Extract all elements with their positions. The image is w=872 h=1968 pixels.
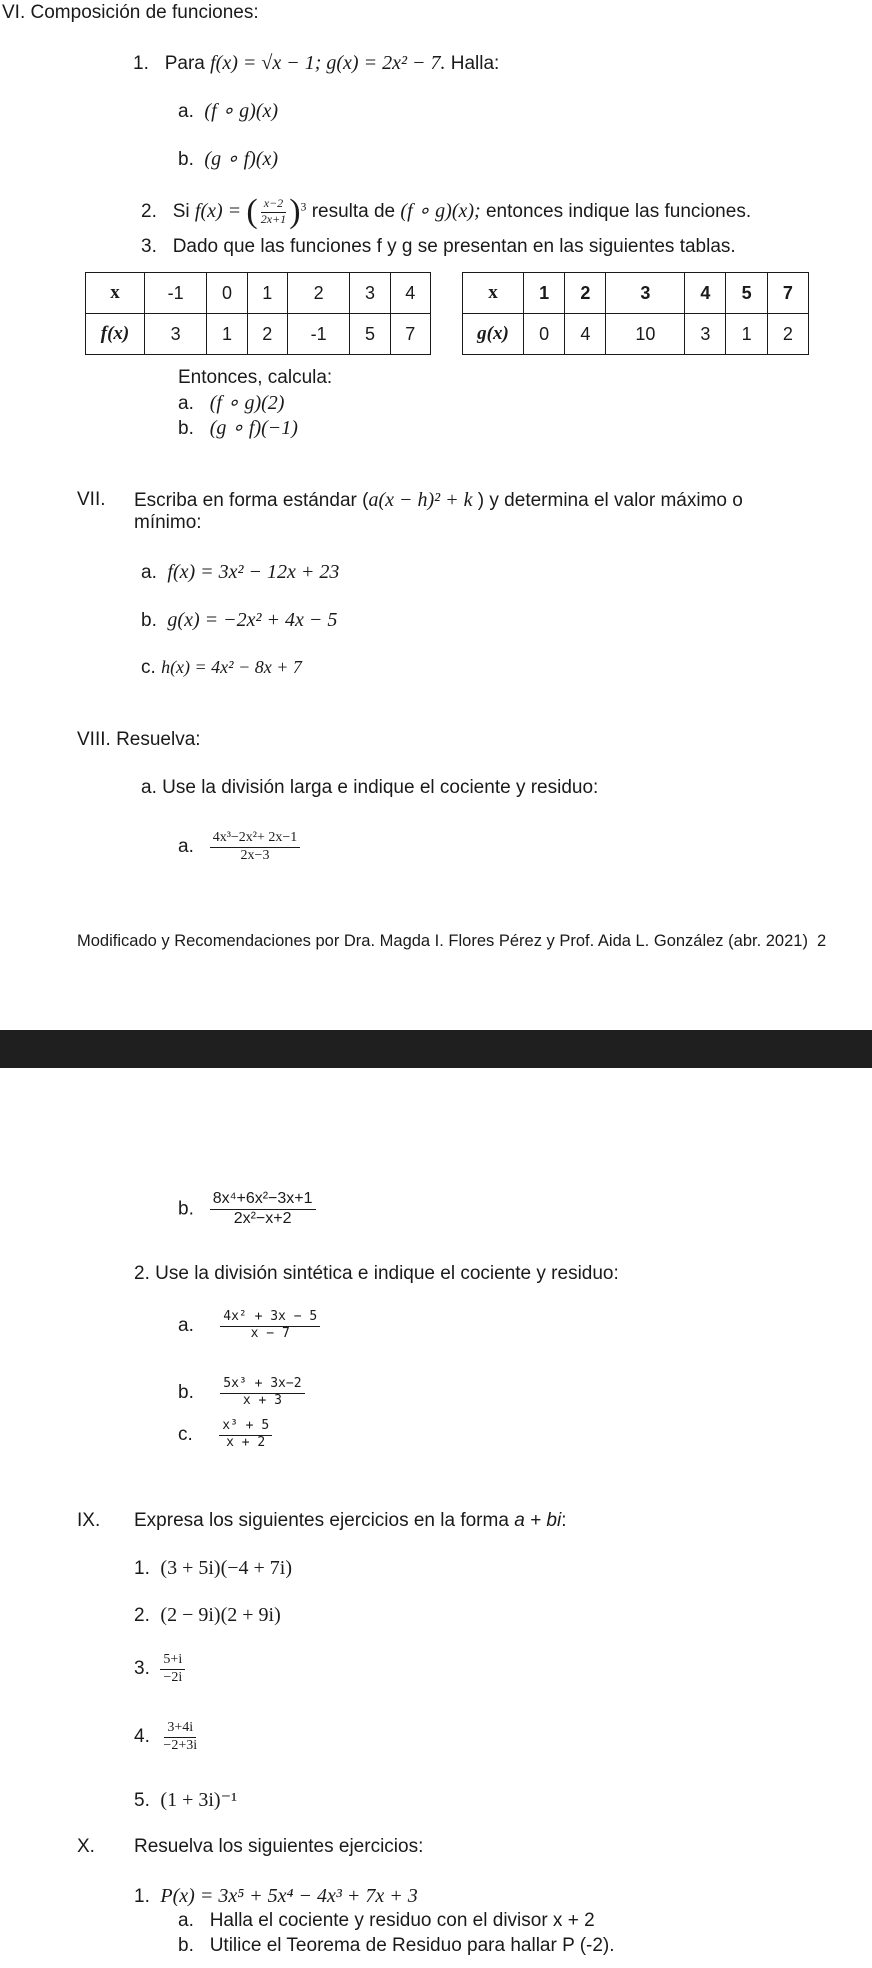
- item-letter: b.: [178, 149, 194, 170]
- item-number: 3.: [134, 1658, 150, 1680]
- table-header: x: [463, 273, 524, 314]
- vii-a: [141, 561, 339, 584]
- table-cell: 5: [726, 273, 767, 314]
- table-header: x: [86, 273, 145, 314]
- table-cell: 10: [606, 314, 685, 355]
- section-ix-text: Expresa los siguientes ejercicios en la forma a + bi:: [134, 1510, 567, 1531]
- ix-4: [134, 1720, 200, 1754]
- fraction-denominator: 2x²−x+2: [233, 1210, 292, 1228]
- problem-1a: [178, 100, 278, 123]
- table-cell: 1: [207, 314, 247, 355]
- item-letter: c.: [178, 1423, 193, 1445]
- problem-1-lead: Para: [164, 53, 205, 74]
- then-calculate: Entonces, calcula:: [178, 367, 333, 388]
- problem-1b: [178, 148, 278, 171]
- table-cell: 0: [524, 314, 565, 355]
- table-cell: 2: [247, 314, 287, 355]
- sd-a-fraction: [220, 1310, 320, 1342]
- item-number: 2.: [141, 200, 157, 222]
- table-row: [86, 273, 431, 314]
- long-division-instruction: a. Use la división larga e indique el cociente y residuo:: [141, 777, 599, 798]
- section-vii-text: Escriba en forma estándar (: [134, 490, 369, 511]
- page-break-divider: [0, 1030, 872, 1068]
- sd-b-fraction: [220, 1377, 304, 1409]
- x-1a: [178, 1910, 595, 1932]
- item-letter: a.: [178, 1910, 194, 1931]
- vii-a-expr: f(x) = 3x² − 12x + 23: [167, 561, 340, 583]
- section-x-text: Resuelva los siguientes ejercicios:: [134, 1836, 424, 1857]
- table-cell: -1: [145, 273, 207, 314]
- table-cell: 4: [390, 273, 430, 314]
- sd-c-fraction: [219, 1419, 272, 1451]
- composition-gf: (g ∘ f)(x): [204, 148, 279, 170]
- problem-1-functions: f(x) = √x − 1; g(x) = 2x² − 7.: [210, 52, 446, 74]
- item-letter: b.: [178, 1198, 194, 1220]
- exponent: 3: [300, 200, 307, 214]
- calc-b: [178, 417, 298, 440]
- ix-3: [134, 1652, 185, 1686]
- item-number: 1.: [133, 53, 149, 74]
- vii-b-expr: g(x) = −2x² + 4x − 5: [167, 609, 338, 631]
- item-letter: a.: [178, 1314, 194, 1336]
- ix-1: [134, 1557, 292, 1580]
- table-cell: 2: [287, 273, 349, 314]
- table-cell: 7: [390, 314, 430, 355]
- table-cell: 5: [350, 314, 390, 355]
- polynomial-p: P(x) = 3x⁵ + 5x⁴ − 4x³ + 7x + 3: [160, 1885, 418, 1907]
- x-1a-text: Halla el cociente y residuo con el divisor x + 2: [209, 1910, 595, 1931]
- viii-a: [178, 830, 300, 864]
- fraction-numerator: 5+i: [160, 1652, 185, 1670]
- ix-3-fraction: [160, 1652, 185, 1686]
- item-number: 4.: [134, 1726, 150, 1748]
- table-f: [85, 272, 431, 355]
- table-row: [86, 314, 431, 355]
- fraction-numerator: 3+4i: [164, 1720, 196, 1738]
- table-cell: 1: [524, 273, 565, 314]
- section-ix-num: IX.: [77, 1510, 101, 1531]
- item-letter: a.: [178, 836, 194, 858]
- item-number: 5.: [134, 1790, 150, 1811]
- calc-a-expr: (f ∘ g)(2): [209, 392, 285, 414]
- sd-c: [178, 1419, 272, 1451]
- table-header: f(x): [86, 314, 145, 355]
- problem-2-fraction: [258, 197, 289, 227]
- item-number: 3.: [141, 236, 157, 257]
- table-cell: 4: [565, 314, 606, 355]
- problem-3-text: Dado que las funciones f y g se presentan en las siguientes tablas.: [172, 236, 736, 257]
- ix-5-expr: (1 + 3i)⁻¹: [160, 1789, 238, 1811]
- table-cell: 3: [350, 273, 390, 314]
- section-vi-title: VI. Composición de funciones:: [2, 2, 259, 23]
- section-x-num: X.: [77, 1836, 95, 1857]
- viii-a-fraction: [210, 830, 301, 864]
- footer-credit: Modificado y Recomendaciones por Dra. Magda I. Flores Pérez y Prof. Aida L. González (abr. 2021): [77, 932, 808, 950]
- item-letter: c.: [141, 657, 156, 678]
- table-g: [462, 272, 809, 355]
- sd-a: [178, 1310, 320, 1342]
- table-cell: 7: [767, 273, 808, 314]
- vii-b: [141, 609, 337, 632]
- calc-b-expr: (g ∘ f)(−1): [209, 417, 298, 439]
- item-letter: b.: [141, 610, 157, 631]
- item-number: 1.: [134, 1886, 150, 1907]
- vii-c-expr: h(x) = 4x² − 8x + 7: [161, 657, 302, 677]
- fraction-denominator: x + 3: [242, 1392, 282, 1408]
- x-1: [134, 1885, 418, 1908]
- x-1b: [178, 1935, 615, 1957]
- fraction-numerator: 4x³−2x²+ 2x−1: [210, 830, 301, 848]
- table-cell: 2: [767, 314, 808, 355]
- ix-2: [134, 1604, 281, 1627]
- table-header: g(x): [463, 314, 524, 355]
- section-vii-line2: mínimo:: [134, 512, 202, 533]
- item-letter: b.: [178, 1381, 194, 1403]
- fraction-numerator: 4x² + 3x − 5: [220, 1310, 320, 1327]
- page-number: 2: [817, 932, 827, 950]
- calc-a: [178, 392, 284, 415]
- section-vii-num: VII.: [77, 489, 106, 510]
- fraction-denominator: 2x−3: [240, 848, 270, 864]
- complex-form: a + bi: [514, 1510, 562, 1531]
- item-letter: b.: [178, 1935, 194, 1956]
- fraction-denominator: −2i: [163, 1670, 183, 1686]
- problem-2-mid: resulta de: [311, 200, 396, 222]
- x-1b-text: Utilice el Teorema de Residuo para hallar P (-2).: [209, 1935, 615, 1956]
- section-viii-title: VIII. Resuelva:: [77, 729, 201, 750]
- fraction-numerator: x³ + 5: [219, 1419, 272, 1436]
- problem-3: [141, 236, 736, 258]
- item-letter: b.: [178, 418, 194, 439]
- ix-1-expr: (3 + 5i)(−4 + 7i): [160, 1557, 293, 1579]
- fraction-denominator: x + 2: [226, 1434, 266, 1450]
- viii-b-fraction: [210, 1190, 316, 1229]
- item-number: 2.: [134, 1605, 150, 1626]
- item-letter: a.: [141, 562, 157, 583]
- problem-1-tail: Halla:: [450, 53, 500, 74]
- ix-5: [134, 1789, 237, 1812]
- table-cell: 1: [247, 273, 287, 314]
- standard-form: a(x − h)² + k: [368, 489, 473, 511]
- problem-2-composition: (f ∘ g)(x);: [400, 199, 481, 222]
- table-cell: 3: [685, 314, 726, 355]
- fraction-numerator: x−2: [261, 197, 286, 213]
- synthetic-division-instruction: 2. Use la división sintética e indique el cociente y residuo:: [134, 1263, 619, 1284]
- fraction-denominator: −2+3i: [163, 1738, 198, 1754]
- table-cell: -1: [287, 314, 349, 355]
- problem-1: [133, 52, 499, 75]
- item-number: 1.: [134, 1558, 150, 1579]
- section-ix-instruction: Expresa los siguientes ejercicios en la forma: [134, 1510, 509, 1531]
- section-vii-line1: [134, 489, 743, 512]
- problem-2: 2. Si f(x) = ( $\frac{x-2}{2x+1}$ )$^3$ resulta de (f ∘ g)(x); entonces indique las funciones.: [141, 193, 752, 231]
- section-vii-text-b: ) y determina el valor máximo o: [477, 490, 743, 511]
- fraction-denominator: 2x+1: [260, 211, 287, 226]
- problem-2-lhs: f(x) =: [194, 199, 242, 222]
- table-cell: 2: [565, 273, 606, 314]
- fraction-numerator: 5x³ + 3x−2: [220, 1377, 304, 1394]
- table-cell: 1: [726, 314, 767, 355]
- sd-b: [178, 1377, 305, 1409]
- table-cell: 3: [145, 314, 207, 355]
- table-row: [463, 314, 809, 355]
- composition-fg: (f ∘ g)(x): [204, 100, 279, 122]
- item-letter: a.: [178, 101, 194, 122]
- ix-2-expr: (2 − 9i)(2 + 9i): [160, 1604, 281, 1626]
- fraction-numerator: 8x⁴+6x²−3x+1: [210, 1190, 316, 1210]
- viii-b: [178, 1190, 316, 1229]
- item-letter: a.: [178, 393, 194, 414]
- table-cell: 0: [207, 273, 247, 314]
- ix-4-fraction: [160, 1720, 200, 1754]
- fraction-denominator: x − 7: [250, 1325, 290, 1341]
- problem-2-tail: entonces indique las funciones.: [485, 200, 752, 222]
- table-cell: 4: [685, 273, 726, 314]
- table-cell: 3: [606, 273, 685, 314]
- problem-2-lead: Si: [172, 200, 190, 222]
- table-row: [463, 273, 809, 314]
- vii-c: [141, 657, 302, 679]
